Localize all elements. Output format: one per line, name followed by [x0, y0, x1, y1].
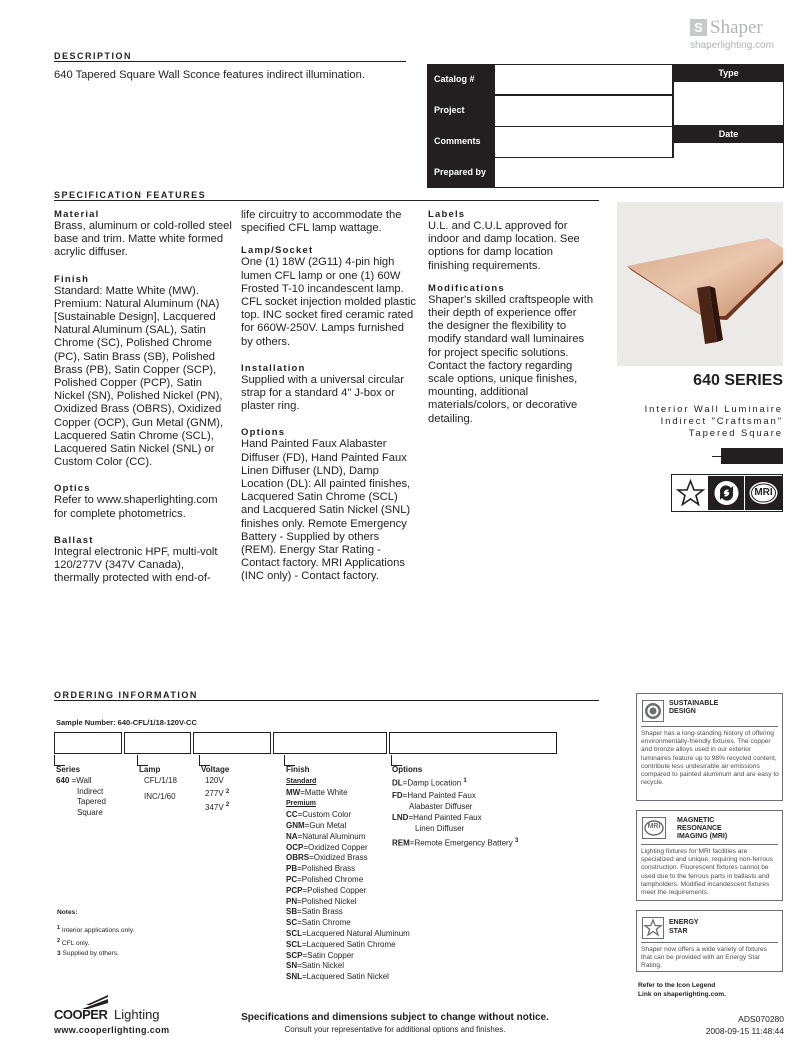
note-2-num: 2 — [57, 938, 61, 945]
finish-desc: =Custom Color — [297, 810, 352, 820]
finish-code: SN — [286, 961, 298, 971]
comments-label: Comments — [427, 126, 494, 157]
cooper-logo — [54, 995, 184, 1035]
series-desc-3: Tapered — [77, 797, 106, 807]
footer-main: Specifications and dimensions subject to change without notice. — [241, 1012, 549, 1023]
energy-star-icon — [673, 476, 709, 510]
series-line-3: Tapered Square — [688, 428, 783, 439]
lamp-option-2: INC/1/60 — [144, 791, 176, 801]
sustainable-card-icon — [642, 700, 664, 722]
finish-premium-heading: Premium — [286, 800, 316, 808]
option-rem-code: REM — [392, 839, 410, 849]
energy-card-icon — [642, 917, 664, 939]
installation-text: Supplied with a universal circular strap for a standard 4" J-box or plaster ring. — [241, 373, 404, 413]
finish-row — [286, 897, 436, 908]
voltage-note-ref-3: 2 — [225, 802, 230, 809]
lamp-heading: Lamp — [139, 765, 161, 774]
modifications-label: Modifications — [428, 282, 505, 294]
finish-code: SC — [286, 918, 298, 928]
sustainable-card-text: Shaper has a long-standing history of offering environmentally-friendly fixtures. The copper and bronze alloys used in our exterior luminaires feature up to 98% recycled content, contribute less undesirable air emissions compared to painted aluminum and are easy to recycle. — [641, 730, 779, 787]
labels-text: U.L. and C.U.L approved for indoor and damp location. See options for damp location finishing requirements. — [428, 220, 580, 272]
finish-row — [286, 951, 436, 962]
finish-desc: =Polished Copper — [302, 885, 367, 895]
tab-marker — [721, 448, 783, 464]
shaper-logo-text: Shaper — [710, 17, 763, 38]
order-voltage-column — [201, 765, 261, 814]
finish-desc: =Satin Brass — [297, 907, 343, 917]
finish-desc: =Matte White — [300, 787, 348, 797]
product-photo — [617, 202, 783, 366]
finish-code: SNL — [286, 972, 302, 982]
series-desc-2: Indirect — [77, 786, 104, 796]
finish-row — [286, 907, 436, 918]
type-field[interactable] — [674, 82, 783, 125]
mri-card-title-2: RESONANCE — [677, 825, 722, 832]
ordering-title: ORDERING INFORMATION — [54, 690, 198, 700]
shaper-logo-mark-icon: S — [690, 19, 707, 36]
finish-text: Standard: Matte White (MW). Premium: Natural Aluminum (NA) [Sustainable Design], Lacquered Natural Aluminum (SAL), Satin Chrome (SC), Polished Chrome (PC), Satin Brass (SB), Polished Brass (PB), Satin Copper (SCP), Polished Copper (PCP), Satin Nickel (SN), Polished Nickel (PN), Oxidized Brass (OBRS), Oxidized Copper (OCP), Gun Metal (GNM), Lacquered Satin Chrome (SCL), Lacquered Satin Nickel (SNL) or Custom Color (CC). — [54, 284, 224, 469]
catalog-field[interactable] — [495, 65, 672, 94]
finish-row — [286, 940, 436, 951]
optics-label: Optics — [54, 483, 91, 495]
optics-text: Refer to www.shaperlighting.com for complete photometrics. — [54, 494, 218, 520]
footer-code: ADS070280 — [738, 1014, 784, 1024]
catalog-label: Catalog # — [427, 64, 494, 95]
option-rem-note-ref: 3 — [514, 838, 519, 845]
note-3: Supplied by others. — [62, 950, 119, 958]
order-box-series[interactable] — [54, 732, 122, 754]
finish-code: PB — [286, 864, 298, 874]
project-field[interactable] — [495, 96, 672, 126]
finish-desc: =Oxidized Brass — [309, 853, 368, 863]
sustainable-card-divider — [641, 726, 778, 727]
footer-sub: Consult your representative for additional options and finishes. — [284, 1025, 506, 1034]
finish-desc: =Polished Chrome — [297, 874, 364, 884]
finish-desc: =Lacquered Satin Nickel — [302, 972, 389, 982]
sconce-illustration — [617, 202, 783, 366]
finish-desc: =Gun Metal — [304, 820, 347, 830]
finish-code: SCP — [286, 950, 303, 960]
order-options-column — [392, 765, 562, 850]
cooper-logo-text-2: Lighting — [114, 1007, 160, 1022]
mri-icon — [745, 476, 782, 510]
shaper-url: shaperlighting.com — [690, 40, 774, 51]
sustainable-card-title-1: SUSTAINABLE — [669, 700, 719, 707]
finish-desc: =Lacquered Satin Chrome — [302, 939, 396, 949]
finish-row — [286, 864, 436, 875]
ballast-text-cont: life circuitry to accommodate the specified CFL lamp wattage. — [241, 209, 402, 235]
order-series-column — [56, 765, 126, 819]
options-text: Hand Painted Faux Alabaster Diffuser (FD), Hand Painted Faux Linen Diffuser (LND), Damp Location (DL): All painted finishes, Lacquered Satin Chrome (SCL) and Lacquered Satin Nickel (SNL) finishes only. Remote Emergency Battery - Supplied by others (REM). Energy Star Rating - Contact factory. MRI Applications (INC only) - Contact factory. — [241, 438, 411, 583]
finish-code: PN — [286, 896, 298, 906]
mri-card-icon — [642, 817, 666, 839]
mri-card-icon-text: MRI — [647, 823, 661, 830]
finish-desc: =Polished Brass — [297, 864, 356, 874]
material-text: Brass, aluminum or cold-rolled steel base and trim. Matte white formed acrylic diffuser. — [54, 220, 232, 259]
mri-card — [636, 810, 783, 901]
mri-card-text: Lighting fixtures for MRI facilities are specialized and unique, requiring non-ferrous construction. Fluorescent fixtures cannot be used due to the ferrous parts in ballasts and lampholders. Modified incandescent fixtures meet the requirements. — [641, 848, 773, 897]
icon-legend-note — [638, 982, 726, 999]
footer-date: 2008-09-15 11:48:44 — [705, 1026, 784, 1036]
shaper-logo — [690, 17, 785, 53]
finish-row — [286, 972, 436, 983]
finish-code: OBRS — [286, 853, 310, 863]
finish-row — [286, 961, 436, 972]
option-lnd-desc-1: =Hand Painted Faux — [408, 812, 482, 822]
finish-desc: =Satin Copper — [302, 950, 354, 960]
voltage-option-3: 347V — [205, 802, 224, 812]
finish-code: CC — [286, 810, 298, 820]
lamp-socket-text: One (1) 18W (2G11) 4-pin high lumen CFL lamp or one (1) 60W Frosted T-10 incandescent lamp. CFL socket injection molded plastic top. INC socket fired ceramic rated for 660W-250V. Lamps furnished by others. — [241, 256, 416, 348]
spec-column-2 — [241, 209, 417, 584]
finish-code: OCP — [286, 842, 304, 852]
installation-label: Installation — [241, 362, 306, 374]
series-desc-1: =Wall — [71, 775, 92, 785]
notes-heading: Notes: — [57, 909, 78, 916]
energy-card-title-1: ENERGY — [669, 919, 699, 926]
mri-card-title-3: IMAGING (MRI) — [677, 833, 728, 840]
note-2: CFL only. — [61, 940, 90, 948]
energy-star-card — [636, 910, 783, 972]
voltage-note-ref-2: 2 — [225, 788, 230, 795]
icon-legend-line-2: Link on shaperlighting.com. — [638, 990, 726, 998]
order-box-lamp[interactable] — [124, 732, 191, 754]
project-label: Project — [427, 95, 494, 126]
option-fd-code: FD — [392, 791, 403, 801]
series-title: 640 SERIES — [693, 372, 783, 389]
sustainable-design-card — [636, 693, 783, 801]
finish-code: SCL — [286, 939, 302, 949]
energy-card-divider — [641, 942, 778, 943]
labels-label: Labels — [428, 209, 466, 220]
finish-code: PCP — [286, 885, 303, 895]
finish-code: SB — [286, 907, 298, 917]
material-label: Material — [54, 209, 100, 220]
energy-card-text: Shaper now offers a wide variety of fixtures that can be provided with an Energy Star Rating. — [641, 946, 767, 970]
finish-desc: =Oxidized Copper — [303, 842, 368, 852]
finish-desc: =Satin Chrome — [297, 918, 351, 928]
description-rule — [54, 61, 406, 62]
energy-card-title-2: STAR — [669, 928, 688, 935]
series-heading: Series — [56, 765, 81, 774]
order-box-options[interactable] — [389, 732, 557, 754]
ordering-rule — [54, 700, 599, 701]
modifications-text: Shaper's skilled craftspeople with their depth of experience offer the designer the flexibility to modify standard wall luminaires for project specific solutions. Contact the factory regarding scale options, unique finishes, mounting, additional materials/colors, or decorative detailing. — [428, 293, 594, 425]
option-lnd-desc-2: Linen Diffuser — [415, 823, 465, 833]
mri-card-divider — [641, 844, 778, 845]
finish-row — [286, 886, 436, 897]
series-line-1: Interior Wall Luminaire — [644, 404, 783, 415]
tab-marker-line — [712, 456, 721, 457]
ballast-label: Ballast — [54, 534, 94, 546]
finish-row — [286, 929, 436, 940]
option-rem-desc: =Remote Emergency Battery — [409, 839, 513, 849]
order-lamp-column — [139, 765, 195, 802]
spec-column-3 — [428, 209, 594, 426]
date-label: Date — [718, 129, 739, 139]
options-heading: Options — [392, 765, 423, 774]
sustainable-card-title-2: DESIGN — [669, 708, 696, 715]
order-box-voltage[interactable] — [193, 732, 271, 754]
finish-code: SCL — [286, 928, 302, 938]
project-form — [427, 64, 784, 188]
option-dl-code: DL — [392, 778, 403, 788]
option-fd-desc-2: Alabaster Diffuser — [409, 802, 473, 812]
options-label: Options — [241, 427, 286, 439]
finish-label: Finish — [54, 273, 90, 285]
spec-column-1 — [54, 209, 232, 585]
notes — [57, 908, 134, 959]
finish-standard-heading: Standard — [286, 777, 317, 785]
icon-legend-line-1: Refer to the Icon Legend — [638, 982, 716, 989]
voltage-option-2: 277V — [205, 789, 224, 799]
lamp-socket-label: Lamp/Socket — [241, 245, 314, 257]
note-1-num: 1 — [57, 925, 61, 931]
description-text: 640 Tapered Square Wall Sconce features indirect illumination. — [54, 69, 365, 81]
finish-desc: =Polished Nickel — [297, 896, 357, 906]
note-1: Interior applications only. — [61, 927, 135, 935]
finish-code: MW — [286, 787, 301, 797]
spec-title: SPECIFICATION FEATURES — [54, 190, 207, 200]
description-title: DESCRIPTION — [54, 51, 133, 61]
series-desc-4: Square — [77, 808, 103, 818]
option-lnd-code: LND — [392, 812, 409, 822]
comments-field[interactable] — [495, 127, 672, 157]
series-code: 640 — [56, 775, 70, 785]
spec-rule — [54, 200, 599, 201]
finish-desc: =Natural Aluminum — [297, 831, 366, 841]
finish-row — [286, 853, 436, 864]
finish-row — [286, 875, 436, 886]
lamp-option-1: CFL/1/18 — [144, 775, 177, 785]
voltage-option-1: 120V — [205, 775, 224, 785]
prepared-field[interactable] — [495, 158, 783, 187]
cooper-logo-text: COOPER — [54, 1007, 108, 1022]
finish-desc: =Satin Nickel — [297, 961, 345, 971]
finish-code: NA — [286, 831, 298, 841]
option-fd-desc-1: =Hand Painted Faux — [402, 791, 476, 801]
order-box-finish[interactable] — [273, 732, 387, 754]
series-line-2: Indirect "Craftsman" — [660, 416, 783, 427]
finish-desc: =Lacquered Natural Aluminum — [302, 928, 410, 938]
mri-card-title-1: MAGNETIC — [677, 817, 715, 824]
voltage-heading: Voltage — [201, 765, 230, 774]
finish-code: PC — [286, 874, 298, 884]
sustainable-design-icon — [709, 476, 744, 510]
prepared-label: Prepared by — [427, 157, 494, 188]
type-label: Type — [718, 68, 739, 78]
sample-number: Sample Number: 640-CFL/1/18-120V-CC — [56, 718, 197, 727]
option-dl-desc: =Damp Location — [402, 778, 462, 788]
finish-heading: Finish — [286, 765, 310, 774]
ballast-text: Integral electronic HPF, multi-volt 120/277V (347V Canada), thermally protected with end-of- — [54, 545, 218, 585]
finish-code: GNM — [286, 820, 305, 830]
date-field[interactable] — [674, 143, 783, 158]
icon-strip — [671, 474, 783, 512]
option-dl-note-ref: 1 — [463, 777, 467, 784]
finish-row — [286, 918, 436, 929]
cooper-url: www.cooperlighting.com — [54, 1025, 170, 1035]
mri-icon-text: MRI — [754, 487, 773, 498]
note-3-num: 3 — [57, 950, 61, 958]
